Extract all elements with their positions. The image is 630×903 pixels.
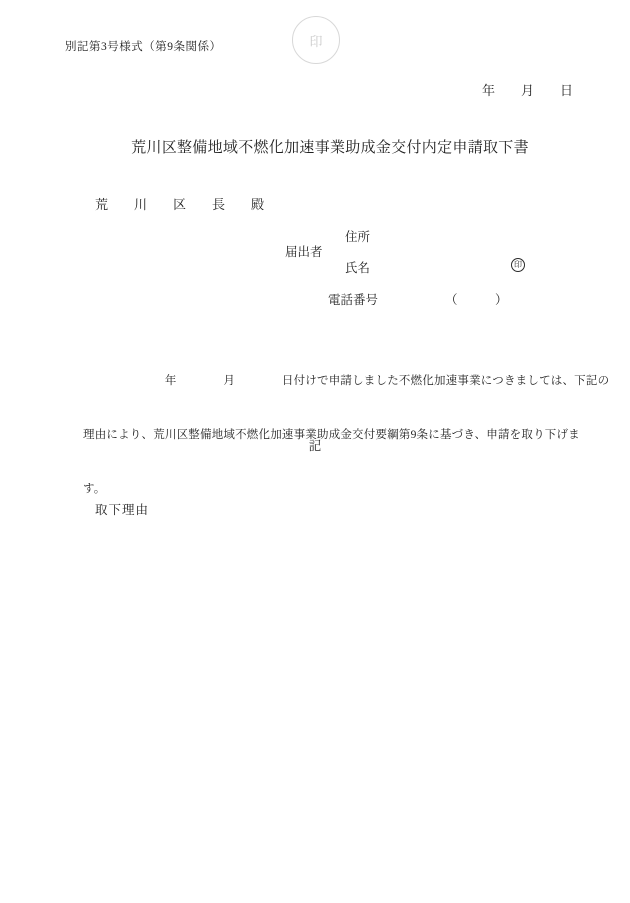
name-seal-char: 印 bbox=[514, 260, 522, 269]
document-title: 荒川区整備地域不燃化加速事業助成金交付内定申請取下書 bbox=[131, 140, 529, 156]
addressee-line: 荒 川 区 長 殿 bbox=[95, 197, 265, 212]
phone-field-label: 電話番号 bbox=[328, 293, 379, 307]
body-paragraph bbox=[83, 336, 610, 534]
name-seal-icon bbox=[511, 258, 525, 272]
date-line: 年 月 日 bbox=[481, 83, 573, 98]
body-line: 理由により、荒川区整備地域不燃化加速事業助成金交付要綱第9条に基づき、申請を取り下げま bbox=[83, 429, 580, 441]
name-field-label: 氏名 bbox=[345, 261, 371, 275]
seal-placeholder-label: 印 bbox=[309, 33, 323, 49]
applicant-label: 届出者 bbox=[285, 245, 323, 259]
withdrawal-reason-label: 取下理由 bbox=[95, 503, 150, 517]
phone-blank-parens: （ ） bbox=[445, 293, 508, 307]
body-line: す。 bbox=[83, 483, 106, 495]
address-field-label: 住所 bbox=[345, 230, 371, 244]
form-number: 別記第3号様式（第9条関係） bbox=[65, 41, 222, 53]
seal-placeholder-icon bbox=[292, 16, 340, 64]
ki-heading: 記 bbox=[308, 439, 322, 453]
body-line: 年 月 日付けで申請しました不燃化加速事業につきましては、下記の bbox=[83, 375, 610, 387]
